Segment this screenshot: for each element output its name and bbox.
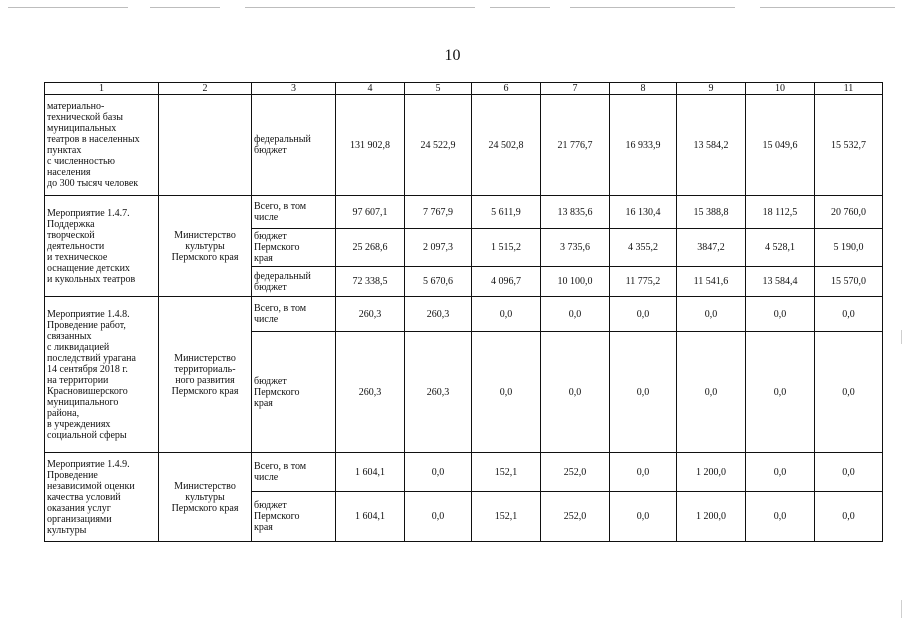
- amount-cell: 260,3: [405, 297, 472, 332]
- funding-source-cell: [252, 196, 336, 229]
- amount-cell: 0,0: [815, 332, 883, 453]
- column-number-row: [45, 83, 883, 95]
- amount-cell: 0,0: [746, 492, 815, 542]
- budget-table: [44, 82, 883, 542]
- amount-cell: 25 268,6: [336, 229, 405, 267]
- column-header: 9: [677, 83, 746, 95]
- amount-cell: 3847,2: [677, 229, 746, 267]
- amount-cell: 72 338,5: [336, 267, 405, 297]
- amount-cell: 7 767,9: [405, 196, 472, 229]
- scan-edge-mark: [901, 330, 902, 344]
- amount-cell: 16 130,4: [610, 196, 677, 229]
- amount-cell: 15 049,6: [746, 95, 815, 196]
- amount-cell: 0,0: [677, 297, 746, 332]
- amount-cell: 2 097,3: [405, 229, 472, 267]
- amount-cell: 152,1: [472, 453, 541, 492]
- amount-cell: 1 604,1: [336, 453, 405, 492]
- scan-edge-mark: [901, 600, 902, 618]
- amount-cell: 5 670,6: [405, 267, 472, 297]
- amount-cell: 4 355,2: [610, 229, 677, 267]
- amount-cell: 11 541,6: [677, 267, 746, 297]
- amount-cell: 152,1: [472, 492, 541, 542]
- executor-name: Министерство культуры Пермского края: [171, 229, 239, 263]
- amount-cell: 13 584,2: [677, 95, 746, 196]
- column-header: 1: [45, 83, 159, 95]
- amount-cell: 16 933,9: [610, 95, 677, 196]
- amount-cell: 0,0: [541, 297, 610, 332]
- amount-cell: 13 584,4: [746, 267, 815, 297]
- amount-cell: 21 776,7: [541, 95, 610, 196]
- amount-cell: 0,0: [815, 453, 883, 492]
- amount-cell: 20 760,0: [815, 196, 883, 229]
- funding-source-label: федеральный бюджет: [254, 134, 311, 156]
- funding-source-label: Всего, в том числе: [254, 201, 307, 223]
- amount-cell: 0,0: [815, 297, 883, 332]
- measure-name-cell: [45, 196, 159, 297]
- amount-cell: 1 515,2: [472, 229, 541, 267]
- column-header: 3: [252, 83, 336, 95]
- amount-cell: 97 607,1: [336, 196, 405, 229]
- amount-cell: 15 388,8: [677, 196, 746, 229]
- amount-cell: 18 112,5: [746, 196, 815, 229]
- measure-name: Мероприятие 1.4.9. Проведение независимой оценки качества условий оказания услуг организациями культуры: [47, 458, 135, 536]
- executor-name: Министерство культуры Пермского края: [171, 480, 239, 514]
- funding-source-cell: [252, 297, 336, 332]
- amount-cell: 260,3: [336, 332, 405, 453]
- funding-source-label: Всего, в том числе: [254, 461, 307, 483]
- funding-source-label: бюджет Пермского края: [254, 375, 300, 409]
- amount-cell: 260,3: [336, 297, 405, 332]
- executor-cell: [159, 95, 252, 196]
- column-header: 2: [159, 83, 252, 95]
- executor-cell: [159, 453, 252, 542]
- amount-cell: 0,0: [677, 332, 746, 453]
- top-scan-rule: [570, 7, 735, 8]
- measure-name: материально- технической базы муниципальных театров в населенных пунктах с численностью населения до 300 тысяч человек: [47, 101, 140, 189]
- amount-cell: 0,0: [405, 453, 472, 492]
- amount-cell: 0,0: [610, 492, 677, 542]
- funding-source-label: бюджет Пермского края: [254, 231, 300, 264]
- amount-cell: 24 522,9: [405, 95, 472, 196]
- amount-cell: 13 835,6: [541, 196, 610, 229]
- amount-cell: 0,0: [746, 332, 815, 453]
- top-scan-rule: [760, 7, 895, 8]
- amount-cell: 0,0: [610, 332, 677, 453]
- column-header: 5: [405, 83, 472, 95]
- funding-source-cell: [252, 492, 336, 542]
- amount-cell: 0,0: [815, 492, 883, 542]
- page-number: 10: [444, 47, 461, 64]
- funding-source-label: Всего, в том числе: [254, 303, 307, 325]
- funding-source-cell: [252, 95, 336, 196]
- measure-name-cell: [45, 453, 159, 542]
- table-row: [45, 95, 883, 196]
- amount-cell: 0,0: [746, 453, 815, 492]
- amount-cell: 0,0: [541, 332, 610, 453]
- amount-cell: 0,0: [405, 492, 472, 542]
- amount-cell: 3 735,6: [541, 229, 610, 267]
- amount-cell: 4 528,1: [746, 229, 815, 267]
- column-header: 8: [610, 83, 677, 95]
- table-row: [45, 453, 883, 492]
- amount-cell: 5 190,0: [815, 229, 883, 267]
- amount-cell: 1 200,0: [677, 453, 746, 492]
- amount-cell: 0,0: [472, 297, 541, 332]
- amount-cell: 24 502,8: [472, 95, 541, 196]
- amount-cell: 15 532,7: [815, 95, 883, 196]
- amount-cell: 4 096,7: [472, 267, 541, 297]
- top-scan-rule: [150, 7, 220, 8]
- amount-cell: 0,0: [610, 453, 677, 492]
- amount-cell: 11 775,2: [610, 267, 677, 297]
- top-scan-rule: [245, 7, 475, 8]
- amount-cell: 1 604,1: [336, 492, 405, 542]
- amount-cell: 1 200,0: [677, 492, 746, 542]
- funding-source-label: федеральный бюджет: [254, 270, 311, 293]
- measure-name: Мероприятие 1.4.7. Поддержка творческой деятельности и техническое оснащение детских и кукольных театров: [47, 207, 136, 285]
- measure-name-cell: [45, 95, 159, 196]
- measure-name-cell: [45, 297, 159, 453]
- funding-source-label: бюджет Пермского края: [254, 500, 300, 533]
- table-row: [45, 297, 883, 332]
- funding-source-cell: [252, 229, 336, 267]
- amount-cell: 10 100,0: [541, 267, 610, 297]
- amount-cell: 0,0: [610, 297, 677, 332]
- amount-cell: 252,0: [541, 453, 610, 492]
- funding-source-cell: [252, 267, 336, 297]
- column-header: 4: [336, 83, 405, 95]
- amount-cell: 0,0: [472, 332, 541, 453]
- top-scan-rule: [490, 7, 550, 8]
- column-header: 7: [541, 83, 610, 95]
- amount-cell: 252,0: [541, 492, 610, 542]
- executor-cell: [159, 297, 252, 453]
- measure-name: Мероприятие 1.4.8. Проведение работ, связанных с ликвидацией последствий урагана 14 сентября 2018 г. на территории Красновишерского муниципального района, в учреждениях социальной сферы: [47, 308, 136, 441]
- amount-cell: 0,0: [746, 297, 815, 332]
- executor-cell: [159, 196, 252, 297]
- amount-cell: 131 902,8: [336, 95, 405, 196]
- executor-name: Министерство территориаль- ного развития Пермского края: [171, 352, 239, 397]
- amount-cell: 5 611,9: [472, 196, 541, 229]
- funding-source-cell: [252, 453, 336, 492]
- top-scan-rule: [8, 7, 128, 8]
- table-row: [45, 196, 883, 229]
- column-header: 6: [472, 83, 541, 95]
- column-header: 10: [746, 83, 815, 95]
- funding-source-cell: [252, 332, 336, 453]
- column-header: 11: [815, 83, 883, 95]
- amount-cell: 15 570,0: [815, 267, 883, 297]
- amount-cell: 260,3: [405, 332, 472, 453]
